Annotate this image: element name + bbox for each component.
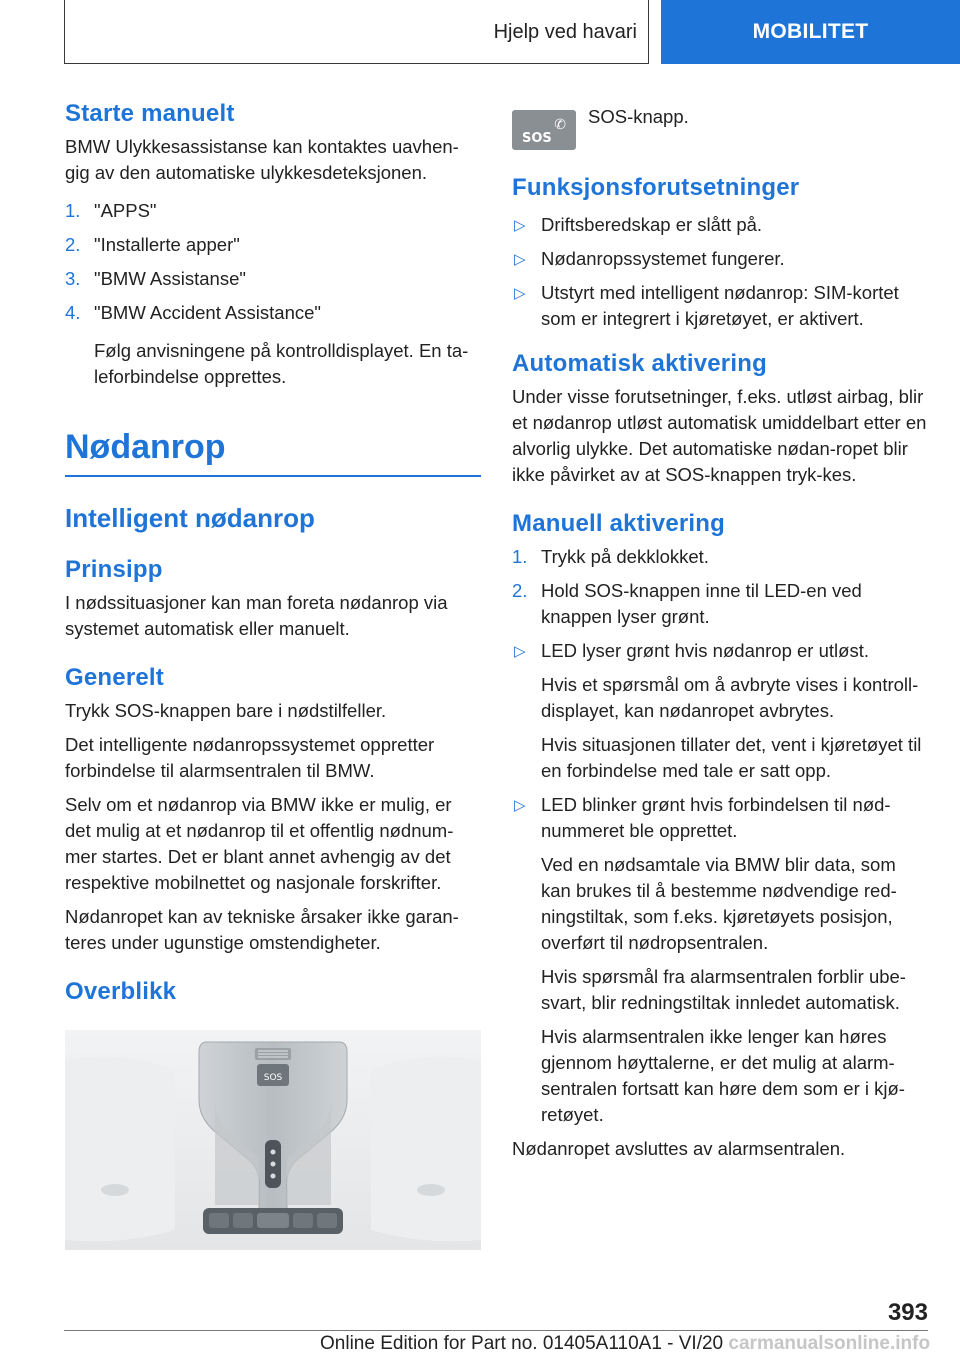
list-item	[512, 212, 928, 238]
step-number: 2.	[65, 234, 81, 255]
start-manual-text: BMW Ulykkesassistanse kan kontaktes uavhen-gig av den automatiske ulykkesdeteksjonen.	[65, 136, 459, 183]
step-item	[65, 300, 481, 326]
list-item	[512, 792, 928, 844]
auto-heading: Automatisk aktivering	[512, 350, 767, 377]
list-item-text: Utstyrt med intelligent nødanrop: SIM-kortet som er integrert i kjøretøyet, er aktivert.	[541, 282, 899, 329]
triangle-bullet-icon: ▷	[514, 217, 526, 234]
closing-text: Nødanropet avsluttes av alarmsentralen.	[512, 1138, 846, 1159]
sub-title: Intelligent nødanrop	[65, 503, 315, 533]
generelt-paragraph: Nødanropet kan av tekniske årsaker ikke garan-teres under ugunstige omstendigheter.	[65, 906, 459, 953]
left-column	[65, 100, 481, 1255]
funksjon-list	[512, 212, 928, 332]
sos-icon-label: SOS	[522, 131, 552, 146]
generelt-paragraph: Selv om et nødanrop via BMW ikke er mulig, er det mulig at et nødanrop til et offentlig nødnum-mer startes. Det er blant annet avhengig av det respektive mobilnettet og nasjonale forskrifter.	[65, 794, 454, 893]
header-section-title: Hjelp ved havari	[493, 20, 637, 43]
step-number: 3.	[65, 268, 81, 289]
led-list	[512, 792, 928, 844]
led-blink-note: Hvis alarmsentralen ikke lenger kan høres gjennom høyttalerne, er det mulig at alarm-sentralen fortsatt kan høre dem som er i kjø-retøyet.	[541, 1026, 905, 1125]
page-number: 393	[887, 1299, 928, 1326]
triangle-bullet-icon: ▷	[514, 797, 526, 814]
header-chapter-tab: MOBILITET	[661, 0, 960, 64]
step-item	[65, 266, 481, 292]
led-list	[512, 638, 928, 664]
step-text: Trykk på dekklokket.	[541, 546, 709, 567]
step-text: "Installerte apper"	[94, 234, 240, 255]
list-item	[512, 246, 928, 272]
list-item-text: Nødanropssystemet fungerer.	[541, 248, 785, 269]
watermark: carmanualsonline.info	[728, 1333, 931, 1354]
triangle-bullet-icon: ▷	[514, 643, 526, 660]
step-item	[512, 544, 928, 570]
step-number: 4.	[65, 302, 81, 323]
phone-icon: ✆	[554, 116, 566, 132]
list-item-text: LED blinker grønt hvis forbindelsen til nød-nummeret ble opprettet.	[541, 794, 891, 841]
manual-steps-list	[512, 544, 928, 630]
edition-text: Online Edition for Part no. 01405A110A1 - VI/20	[320, 1333, 724, 1354]
title-rule	[65, 475, 481, 477]
step-number: 1.	[512, 546, 528, 567]
sos-button-caption	[512, 100, 928, 150]
step-number: 2.	[512, 580, 528, 601]
triangle-bullet-icon: ▷	[514, 285, 526, 302]
sos-button-image	[512, 110, 576, 150]
step-item	[65, 198, 481, 224]
triangle-bullet-icon: ▷	[514, 251, 526, 268]
start-manual-heading: Starte manuelt	[65, 100, 235, 127]
prinsipp-text: I nødssituasjoner kan man foreta nødanrop via systemet automatisk eller manuelt.	[65, 592, 448, 639]
led-blink-note: Hvis spørsmål fra alarmsentralen forblir ube-svart, blir redningstiltak innledet automatisk.	[541, 966, 906, 1013]
step-number: 1.	[65, 200, 81, 221]
sos-caption-text: SOS-knapp.	[588, 106, 689, 127]
start-steps-list	[65, 198, 481, 326]
footer-rule	[64, 1330, 928, 1331]
edition-line	[320, 1333, 960, 1355]
generelt-paragraph: Det intelligente nødanropssystemet oppretter forbindelse til alarmsentralen til BMW.	[65, 734, 435, 781]
step-item	[65, 232, 481, 258]
step-text: "BMW Accident Assistance"	[94, 302, 321, 323]
step4-note: Følg anvisningene på kontrolldisplayet. En ta-leforbindelse opprettes.	[94, 340, 469, 387]
list-item-text: LED lyser grønt hvis nødanrop er utløst.	[541, 640, 869, 661]
list-item	[512, 280, 928, 332]
main-title: Nødanrop	[65, 428, 226, 466]
manual-heading: Manuell aktivering	[512, 510, 725, 537]
step-text: Hold SOS-knappen inne til LED-en ved knappen lyser grønt.	[541, 580, 862, 627]
overview-sos-label: SOS	[263, 1073, 283, 1083]
prinsipp-heading: Prinsipp	[65, 556, 163, 583]
led-blink-note: Ved en nødsamtale via BMW blir data, som kan brukes til å bestemme nødvendige red-ningstiltak, som f.eks. kjøretøyets posisjon, overført til nødropsentralen.	[541, 854, 897, 953]
led-green-note: Hvis et spørsmål om å avbryte vises i kontroll-displayet, kan nødanropet avbrytes.	[541, 674, 919, 721]
overblikk-heading: Overblikk	[65, 978, 177, 1005]
overview-image	[65, 1030, 481, 1250]
step-text: "BMW Assistanse"	[94, 268, 246, 289]
step-text: "APPS"	[94, 200, 157, 221]
auto-text: Under visse forutsetninger, f.eks. utløst airbag, blir et nødanrop utløst automatisk umiddelbart etter en alvorlig ulykke. Det automatiske nødan-ropet blir ikke påvirket av at SOS-knappen tryk-kes.	[512, 386, 927, 485]
step-item	[512, 578, 928, 630]
generelt-heading: Generelt	[65, 664, 164, 691]
list-item-text: Driftsberedskap er slått på.	[541, 214, 763, 235]
generelt-paragraph: Trykk SOS-knappen bare i nødstilfeller.	[65, 700, 387, 721]
led-green-note: Hvis situasjonen tillater det, vent i kjøretøyet til en forbindelse med tale er satt opp.	[541, 734, 922, 781]
funksjon-heading: Funksjonsforutsetninger	[512, 174, 800, 201]
list-item	[512, 638, 928, 664]
right-column	[512, 100, 928, 1170]
